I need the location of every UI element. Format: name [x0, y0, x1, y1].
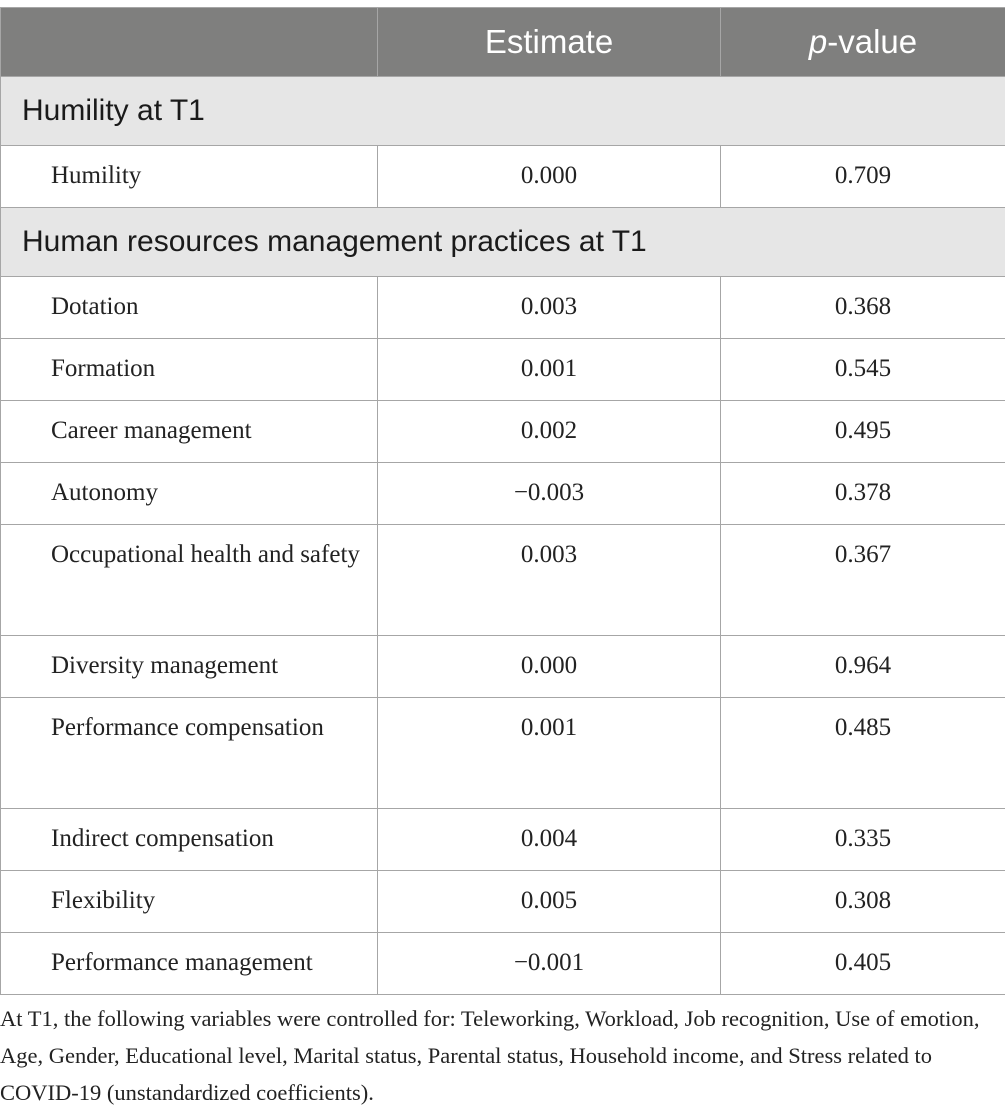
row-estimate: 0.001 — [378, 339, 721, 401]
row-label: Flexibility — [1, 871, 378, 933]
table-row — [1, 463, 1005, 525]
header-p-suffix: -value — [827, 23, 918, 60]
row-estimate: 0.003 — [378, 277, 721, 339]
table-body — [1, 77, 1005, 995]
row-label: Diversity management — [1, 636, 378, 698]
section-title: Human resources management practices at T1 — [1, 208, 1005, 277]
header-p-value — [721, 8, 1005, 77]
table-footnote: At T1, the following variables were controlled for: Teleworking, Workload, Job recognition, Use of emotion, Age, Gender, Educational level, Marital status, Parental status, Household income, and Stress related to COVID-19 (unstandardized coefficients). — [0, 1006, 980, 1105]
row-label: Performance management — [1, 933, 378, 995]
row-label: Dotation — [1, 277, 378, 339]
table-row — [1, 525, 1005, 636]
row-label: Career management — [1, 401, 378, 463]
row-p-value: 0.964 — [721, 636, 1005, 698]
row-p-value: 0.335 — [721, 809, 1005, 871]
header-estimate: Estimate — [378, 8, 721, 77]
results-table — [0, 7, 1005, 995]
row-estimate: −0.001 — [378, 933, 721, 995]
header-row — [1, 8, 1005, 77]
row-label: Humility — [1, 146, 378, 208]
row-estimate: 0.004 — [378, 809, 721, 871]
row-label: Formation — [1, 339, 378, 401]
table-row — [1, 401, 1005, 463]
row-label: Indirect compensation — [1, 809, 378, 871]
row-p-value: 0.308 — [721, 871, 1005, 933]
table-row — [1, 146, 1005, 208]
table-row — [1, 277, 1005, 339]
table-row — [1, 698, 1005, 809]
table-row — [1, 636, 1005, 698]
row-p-value: 0.709 — [721, 146, 1005, 208]
header-p-letter: p — [808, 23, 828, 60]
row-estimate: 0.000 — [378, 146, 721, 208]
row-estimate: 0.001 — [378, 698, 721, 809]
row-p-value: 0.367 — [721, 525, 1005, 636]
table-row — [1, 809, 1005, 871]
row-estimate: 0.005 — [378, 871, 721, 933]
row-p-value: 0.545 — [721, 339, 1005, 401]
row-estimate: −0.003 — [378, 463, 721, 525]
section-row-humility — [1, 77, 1005, 146]
table-row — [1, 933, 1005, 995]
row-p-value: 0.405 — [721, 933, 1005, 995]
row-estimate: 0.000 — [378, 636, 721, 698]
header-variable — [1, 8, 378, 77]
table-row — [1, 871, 1005, 933]
row-estimate: 0.003 — [378, 525, 721, 636]
row-label: Occupational health and safety — [1, 525, 378, 636]
row-p-value: 0.378 — [721, 463, 1005, 525]
results-table-container — [0, 7, 1005, 995]
row-p-value: 0.485 — [721, 698, 1005, 809]
row-p-value: 0.368 — [721, 277, 1005, 339]
row-p-value: 0.495 — [721, 401, 1005, 463]
section-row-hrm-practices — [1, 208, 1005, 277]
section-title: Humility at T1 — [1, 77, 1005, 146]
table-header — [1, 8, 1005, 77]
row-label: Autonomy — [1, 463, 378, 525]
row-label: Performance compensation — [1, 698, 378, 809]
row-estimate: 0.002 — [378, 401, 721, 463]
table-row — [1, 339, 1005, 401]
